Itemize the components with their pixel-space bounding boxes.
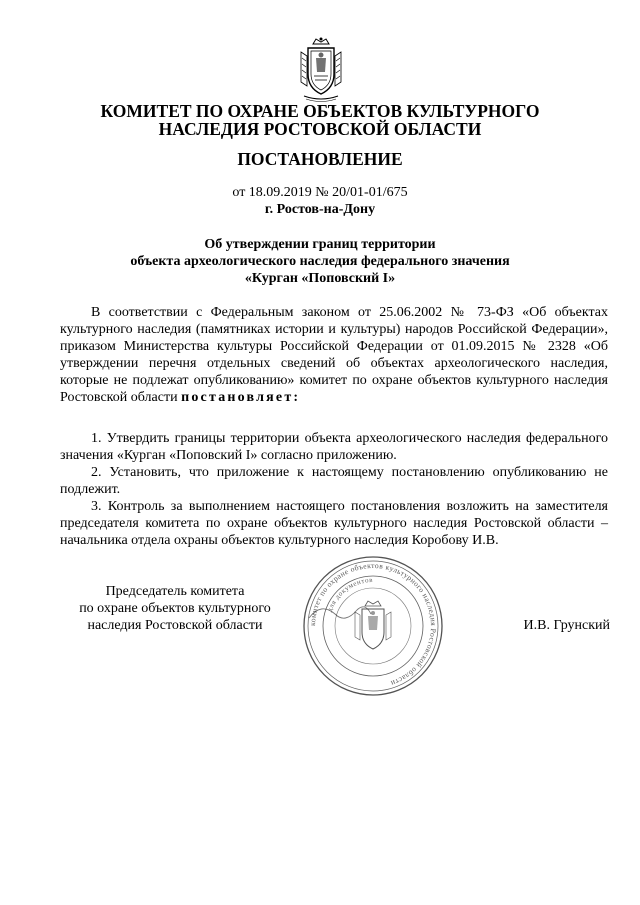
preamble-paragraph [60,304,608,406]
organization-name-line1: КОМИТЕТ ПО ОХРАНЕ ОБЪЕКТОВ КУЛЬТУРНОГО [100,101,540,121]
subject-line: Об утверждении границ территории [204,237,436,252]
resolution-item: 3. Контроль за выполнением настоящего постановления возложить на заместителя председателя комитета по охране объектов культурного наследия Ростовской области – начальника отдела охраны объектов культурного наследия Коробову И.В. [60,499,608,548]
official-seal [301,554,445,698]
subject-line: объекта археологического наследия федерального значения [130,254,510,269]
resolves-word: постановляет: [181,390,301,405]
document-date-number: от 18.09.2019 № 20/01-01/675 [232,185,408,200]
document-type: ПОСТАНОВЛЕНИЕ [237,149,403,169]
coat-of-arms-icon [296,36,346,104]
signatory-position [60,583,290,634]
seal-outer-text: комитет по охране объектов культурного наследия Ростовской области [307,560,439,689]
subject-line: «Курган «Поповский I» [244,271,396,286]
resolution-item: 1. Утвердить границы территории объекта археологического наследия федерального значения «Курган «Поповский I» согласно приложению. [60,431,608,463]
seal-emblem-icon [355,601,391,649]
position-line: по охране объектов культурного [79,601,271,616]
position-line: Председатель комитета [105,584,245,599]
organization-name-line2: НАСЛЕДИЯ РОСТОВСКОЙ ОБЛАСТИ [158,119,482,139]
document-subject [0,236,640,287]
document-city: г. Ростов-на-Дону [264,202,376,217]
preamble [60,304,608,406]
resolution-item: 2. Установить, что приложение к настоящему постановлению опубликованию не подлежит. [60,465,608,497]
signatory-name: И.В. Грунский [523,618,610,633]
position-line: наследия Ростовской области [87,618,263,633]
seal-inner-text: для документов [325,575,374,614]
preamble-text: В соответствии с Федеральным законом от 25.06.2002 № 73-ФЗ «Об объектах культурного наследия (памятниках истории и культуры) народов Российской Федерации», приказом Министерства культуры Российской Федерации от 01.09.2015 № 2328 «Об утверждении перечня отдельных сведений об объектах археологического наследия, которые не подлежат опубликованию» комитет по охране объектов культурного наследия Ростовской области [60,305,608,405]
resolution-items [60,430,608,549]
